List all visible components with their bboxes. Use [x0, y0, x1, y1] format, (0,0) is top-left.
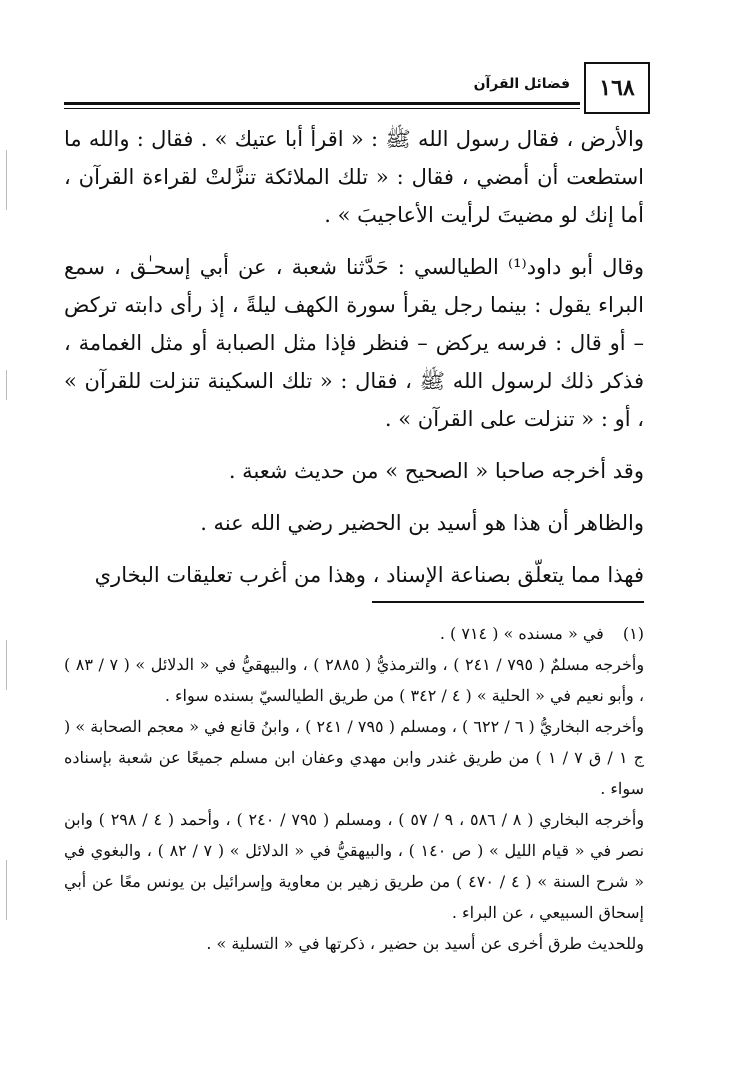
margin-mark	[6, 640, 7, 690]
paragraph: والأرض ، فقال رسول الله ﷺ : « اقرأ أبا عتيك » . فقال : والله ما استطعت أن أمضي ، فقال : « تلك الملائكة تنزَّلتْ لقراءة القرآن ، أما إنك لو مضيتَ لرأيت الأعاجيبَ » .	[64, 127, 644, 227]
main-text	[64, 120, 644, 594]
paragraph: فهذا مما يتعلّق بصناعة الإسناد ، وهذا من أغرب تعليقات البخاري	[94, 563, 644, 587]
footnote-marker: (١)	[622, 624, 644, 643]
footnote-lead	[64, 618, 644, 649]
paragraph: وقال أبو داود⁽¹⁾ الطيالسي : حَدَّثنا شعبة ، عن أبي إسحـٰق ، سمع البراء يقول : بينما رجل يقرأ سورة الكهف ليلةً ، إذ رأى دابته تركض – أو قال : فرسه يركض – فنظر فإذا مثل الصبابة أو مثل الغمامة ، فذكر ذلك لرسول الله ﷺ ، فقال : « تلك السكينة تنزلت للقرآن » ، أو : « تنزلت على القرآن » .	[64, 255, 644, 431]
margin-mark	[6, 860, 7, 920]
footnote-item: وأخرجه البخاري ( ٨ / ٥٨٦ ، ٩ / ٥٧ ) ، ومسلم ( ٧٩٥ / ٢٤٠ ) ، وأحمد ( ٤ / ٢٩٨ ) وابن نصر في « قيام الليل » ( ص ١٤٠ ) ، والبيهقيُّ في « الدلائل » ( ٧ / ٨٢ ) ، والبغوي في « شرح السنة » ( ٤ / ٤٧٠ ) من طريق زهير بن معاوية وإسرائيل بن يونس معًا عن أبي إسحاق السبيعي ، عن البراء .	[64, 810, 645, 922]
footnote-item: وأخرجه البخاريُّ ( ٦ / ٦٢٢ ) ، ومسلم ( ٧٩٥ / ٢٤١ ) ، وابنُ قانع في « معجم الصحابة » ( ج ١ / ق ٧ / ١ ) من طريق غندر وابن مهدي وعفان ابن مسلم جميعًا عن شعبة بإسناده سواء .	[64, 717, 645, 798]
paragraph: والظاهر أن هذا هو أسيد بن الحضير رضي الله عنه .	[200, 511, 644, 535]
footnote-separator	[372, 601, 644, 603]
margin-mark	[6, 150, 7, 210]
paragraph: وقد أخرجه صاحبا « الصحيح » من حديث شعبة .	[228, 459, 644, 483]
header-rule-thin	[64, 108, 580, 109]
footnote-item: وللحديث طرق أخرى عن أسيد بن حضير ، ذكرتها في « التسلية » .	[206, 934, 644, 953]
footnotes	[64, 618, 644, 959]
page-header	[64, 62, 650, 122]
footnote-lead-text: في « مسنده » ( ٧١٤ ) .	[439, 624, 604, 643]
footnote-item: وأخرجه مسلمٌ ( ٧٩٥ / ٢٤١ ) ، والترمذيُّ ( ٢٨٨٥ ) ، والبيهقيُّ في « الدلائل » ( ٧ / ٨٣ ) ، وأبو نعيم في « الحلية » ( ٤ / ٣٤٢ ) من طريق الطيالسيّ بسنده سواء .	[64, 655, 645, 705]
running-title: فضائل القرآن	[473, 76, 570, 92]
margin-mark	[6, 370, 7, 400]
header-rule	[64, 102, 580, 105]
page-number: ١٦٨	[584, 62, 650, 114]
